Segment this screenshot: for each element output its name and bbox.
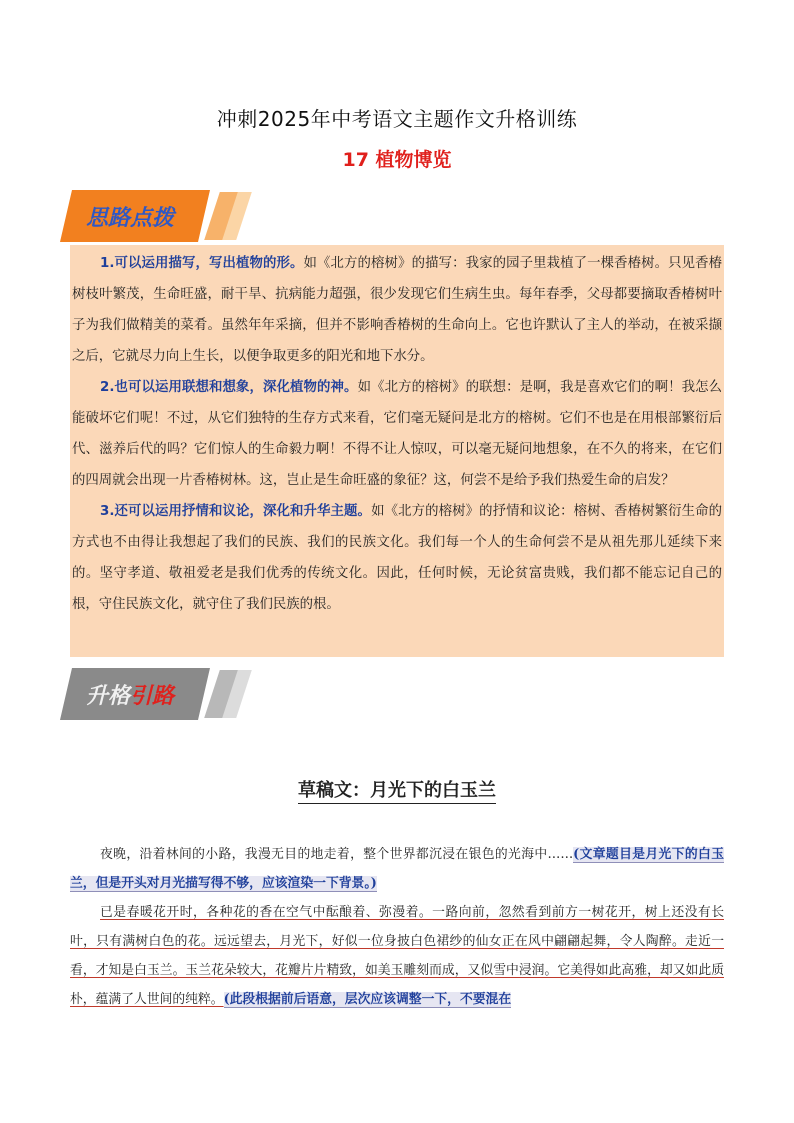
essay-title-text: 草稿文：月光下的白玉兰 (298, 780, 496, 804)
banner-label-part1: 升格 (86, 684, 131, 709)
tip-paragraph (72, 372, 722, 496)
editor-comment: (此段根据前后语意，层次应该调整一下，不要混在 (223, 992, 512, 1007)
tip-text: 如《北方的榕树》的联想：是啊，我是喜欢它们的啊！我怎么能破坏它们呢！不过，从它们独特的生存方式来看，它们毫无疑问是北方的榕树。它们不也是在用根部繁衍后代、滋养后代的吗？它们惊人的生命毅力啊！不得不让人惊叹，可以毫无疑问地想象，在不久的将来，在它们的四周就会出现一片香椿树林。这，岂止是生命旺盛的象征？这，何尝不是给予我们热爱生命的启发？ (72, 380, 723, 488)
tip-text: 如《北方的榕树》的描写：我家的园子里栽植了一棵香椿树。只见香椿树枝叶繁茂，生命旺盛，耐干旱、抗病能力超强，很少发现它们生病生虫。每年春季，父母都要摘取香椿树叶子为我们做精美的菜肴。虽然年年采摘，但并不影响香椿树的生命向上。它也许默认了主人的举动，在被采撷之后，它就尽力向上生长，以便争取更多的阳光和地下水分。 (72, 256, 722, 364)
essay-title (0, 776, 794, 802)
tips-panel (70, 245, 724, 657)
essay-text: 已是春暖花开时，各种花的香在空气中酝酿着、弥漫着。一路向前，忽然看到前方一树花开，树上还没有长叶，只有满树白色的花。远远望去，月光下，好似一位身披白色裙纱的仙女正在风中翩翩起舞，令人陶醉。走近一看，才知是白玉兰。玉兰花朵较大，花瓣片片精致，如美玉雕刻而成，又似雪中浸润。它美得如此高雅，却又如此质朴，蕴满了人世间的纯粹。 (70, 905, 724, 1007)
section-banner-upgrade-guide (60, 668, 240, 720)
banner-label (86, 679, 174, 710)
essay-paragraph (70, 898, 724, 1014)
document-title: 冲刺2025年中考语文主题作文升格训练 (216, 107, 578, 131)
tip-lead: 3.还可以运用抒情和议论，深化和升华主题。 (100, 504, 372, 519)
tip-lead: 2.也可以运用联想和想象，深化植物的神。 (100, 380, 358, 395)
tip-text: 如《北方的榕树》的抒情和议论：榕树、香椿树繁衍生命的方式也不由得让我想起了我们的民族、我们的民族文化。我们每一个人的生命何尝不是从祖先那儿延续下来的。坚守孝道、敬祖爱老是我们优秀的传统文化。因此，任何时候，无论贫富贵贱，我们都不能忘记自己的根，守住民族文化，就守住了我们民族的根。 (72, 504, 723, 612)
document-subtitle: 17 植物博览 (342, 149, 452, 171)
tip-paragraph (72, 248, 722, 372)
tip-paragraph (72, 496, 722, 620)
editor-comment: (文章题目是月光下的白玉兰，但是开头对月光描写得不够，应该渲染一下背景。) (70, 847, 725, 891)
banner-label-part2: 引路 (130, 684, 175, 709)
essay-body (70, 840, 724, 1014)
banner-label: 思路点拨 (86, 206, 175, 231)
tip-lead: 1.可以运用描写，写出植物的形。 (100, 256, 304, 271)
essay-paragraph (70, 840, 724, 898)
essay-text: 夜晚，沿着林间的小路，我漫无目的地走着，整个世界都沉浸在银色的光海中…… (100, 847, 574, 862)
section-banner-thinking-tips (60, 190, 240, 242)
